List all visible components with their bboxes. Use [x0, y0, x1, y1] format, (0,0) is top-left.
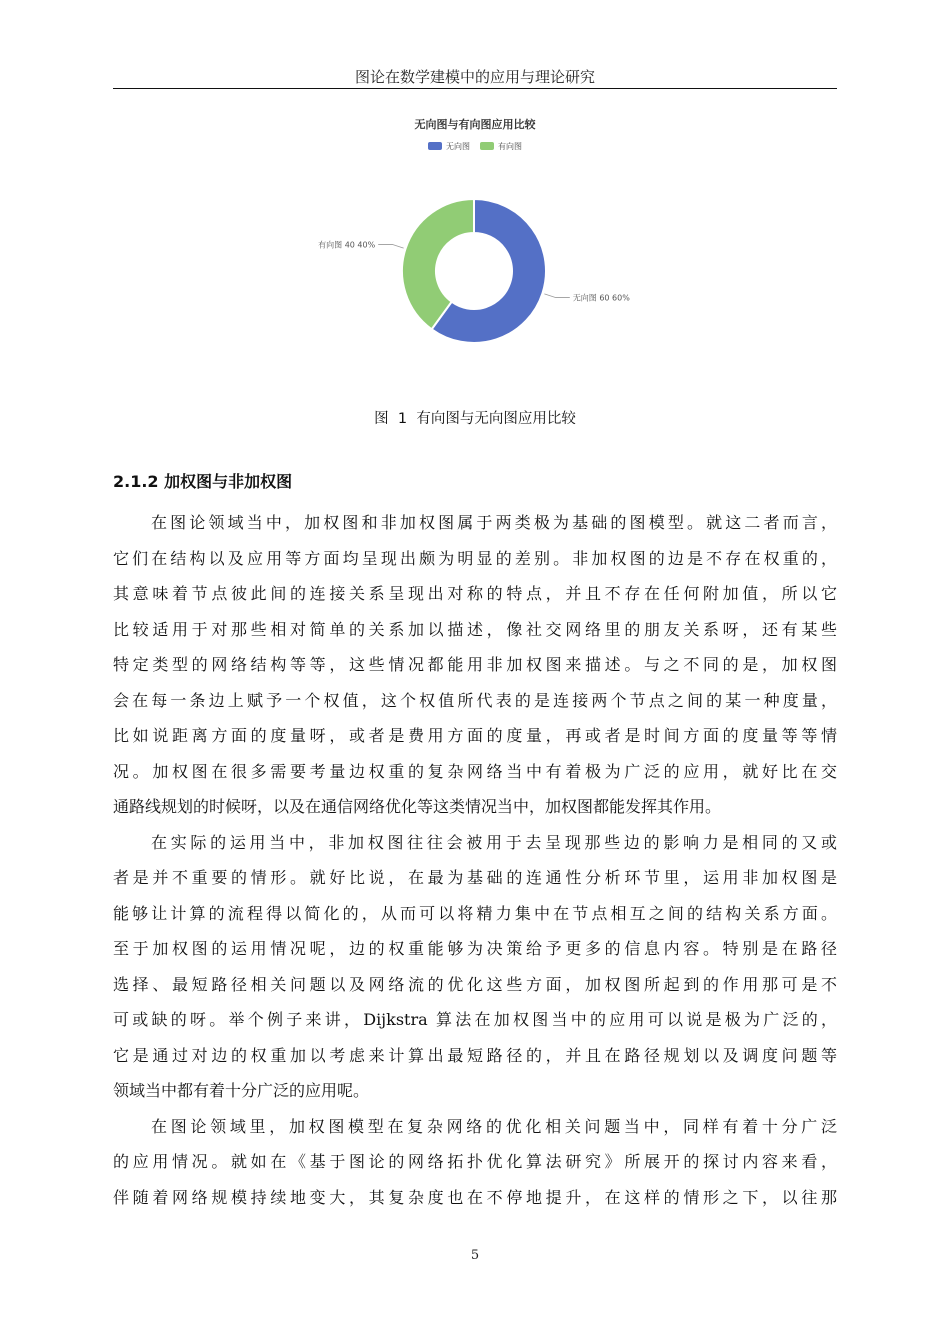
donut-chart [300, 108, 650, 378]
chart-slices [402, 199, 546, 343]
paragraph-1 [113, 505, 837, 825]
body-text [113, 505, 837, 1215]
text-line: 它是通过对边的权重加以考虑来计算出最短路径的，并且在路径规划以及调度问题等 [113, 1045, 837, 1065]
chart-labels [318, 239, 630, 302]
text-line: 况。加权图在很多需要考量边权重的复杂网络当中有着极为广泛的应用，就好比在交 [113, 761, 837, 781]
text-line: 的应用情况。就如在《基于图论的网络拓扑优化算法研究》所展开的探讨内容来看， [113, 1152, 837, 1171]
slice-label-2: 有向图 40 40% [318, 240, 376, 250]
text-line: 选择、最短路径相关问题以及网络流的优化这些方面，加权图所起到的作用那可是不 [113, 974, 837, 994]
paragraph-2 [113, 825, 837, 1109]
page-number: 5 [470, 1248, 480, 1263]
text-line: 特定类型的网络结构等等，这些情况都能用非加权图来描述。与之不同的是，加权图 [113, 655, 837, 674]
text-line: 在图论领域里，加权图模型在复杂网络的优化相关问题当中，同样有着十分广泛 [151, 1116, 837, 1136]
chart-title: 无向图与有向图应用比较 [414, 118, 536, 131]
text-line: 领域当中都有着十分广泛的应用呢。 [113, 1081, 370, 1100]
figure-caption: 图 1 有向图与无向图应用比较 [374, 411, 576, 427]
slice-label-1: 无向图 60 60% [572, 293, 630, 303]
text-line: 者是并不重要的情形。就好比说，在最为基础的连通性分析环节里，运用非加权图是 [113, 868, 837, 887]
text-line: 通路线规划的时候呀，以及在通信网络优化等这类情况当中，加权图都能发挥其作用。 [113, 797, 722, 816]
text-line: 能够让计算的流程得以简化的，从而可以将精力集中在节点相互之间的结构关系方面。 [113, 903, 837, 923]
running-header: 图论在数学建模中的应用与理论研究 [354, 68, 595, 86]
legend-swatch-2[interactable] [480, 142, 494, 150]
leader-line-1 [544, 294, 569, 298]
paragraph-3 [113, 1109, 837, 1216]
text-line: 伴随着网络规模持续地变大，其复杂度也在不停地提升，在这样的情形之下，以往那 [113, 1187, 837, 1207]
text-line: 比如说距离方面的度量呀，或者是费用方面的度量，再或者是时间方面的度量等等情 [113, 726, 837, 745]
text-line: 至于加权图的运用情况呢，边的权重能够为决策给予更多的信息内容。特别是在路径 [113, 939, 837, 958]
text-line: 其意味着节点彼此间的连接关系呈现出对称的特点，并且不存在任何附加值，所以它 [113, 584, 837, 603]
header-rule [113, 88, 837, 89]
text-line: 在实际的运用当中，非加权图往往会被用于去呈现那些边的影响力是相同的又或 [151, 832, 837, 852]
legend-label-2[interactable]: 有向图 [498, 142, 522, 151]
text-line: 在图论领域当中，加权图和非加权图属于两类极为基础的图模型。就这二者而言， [151, 513, 837, 532]
donut-chart-figure [300, 108, 650, 378]
text-line: 会在每一条边上赋予一个权值，这个权值所代表的是连接两个节点之间的某一种度量， [113, 690, 837, 710]
text-line: 比较适用于对那些相对简单的关系加以描述，像社交网络里的朋友关系呀，还有某些 [113, 619, 837, 639]
section-heading: 2.1.2 加权图与非加权图 [113, 472, 293, 491]
legend-label-1[interactable]: 无向图 [446, 142, 470, 151]
legend-swatch-1[interactable] [428, 142, 442, 150]
chart-legend [428, 141, 522, 151]
text-line: 它们在结构以及应用等方面均呈现出颇为明显的差别。非加权图的边是不存在权重的， [113, 548, 837, 568]
leader-line-2 [378, 244, 403, 248]
text-line: 可或缺的呀。举个例子来讲，Dijkstra 算法在加权图当中的应用可以说是极为广泛的， [113, 1010, 837, 1029]
